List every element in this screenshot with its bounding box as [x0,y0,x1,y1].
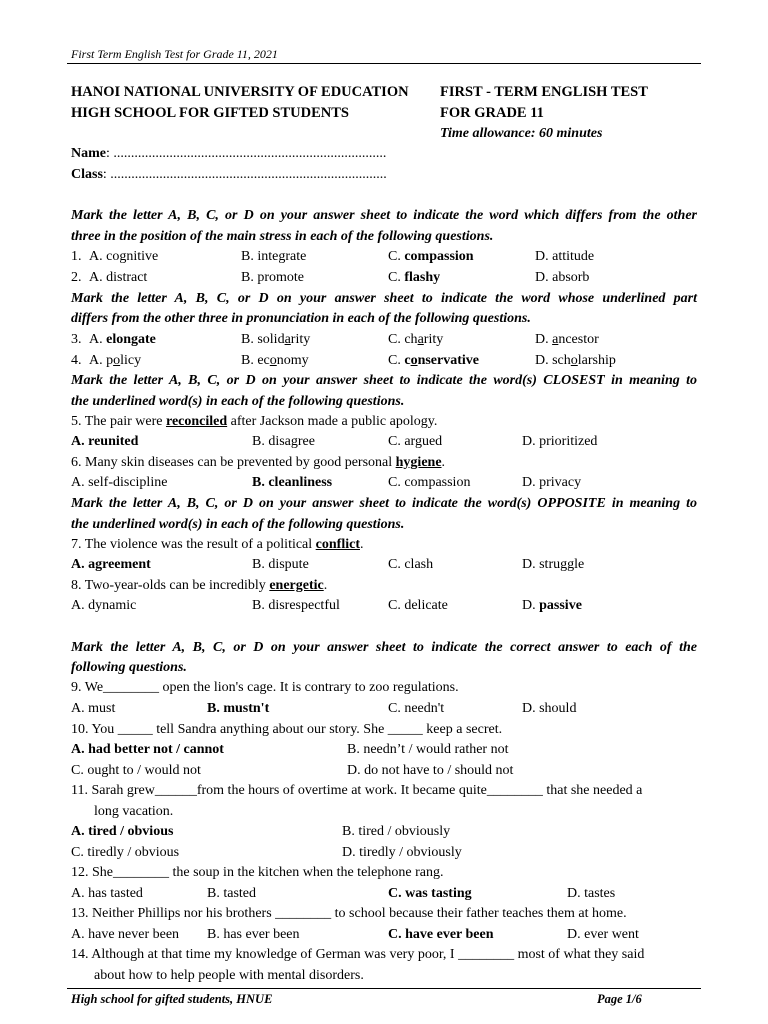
q1-option-c-text: compassion [404,249,474,264]
q10-option-c[interactable]: C. ought to / would not [71,763,201,778]
q1-option-c[interactable] [388,249,474,265]
pron-instruction-line1: Mark the letter A, B, C, or D on your answer sheet to indicate the word whose underlined part [71,291,697,306]
q7-option-d[interactable]: D. struggle [522,557,585,572]
q12-option-b[interactable]: B. tasted [207,886,256,901]
stress-instruction-line1: Mark the letter A, B, C, or D on your answer sheet to indicate the word which differs from the other [71,208,697,223]
q3-option-d[interactable] [535,332,599,348]
q3-c-part1: C. ch [388,332,418,347]
question-14-stem-line1: 14. Although at that time my knowledge of German was very poor, I ________ most of what they said [71,947,645,962]
footer-school: High school for gifted students, HNUE [71,992,273,1006]
test-title-line2: FOR GRADE 11 [440,105,544,121]
q4-a-part1: A. p [89,353,114,368]
page-number: Page 1/6 [597,992,642,1006]
opposite-instruction-line1: Mark the letter A, B, C, or D on your answer sheet to indicate the word(s) OPPOSITE in meaning to [71,496,697,511]
q11-option-b[interactable]: B. tired / obviously [342,824,451,839]
header-rule [67,63,701,64]
q2-option-c-text: flashy [404,270,441,285]
q4-a-part3: licy [120,353,142,368]
q11-option-a[interactable]: A. tired / obvious [71,824,174,839]
q5-option-a[interactable]: A. reunited [71,434,139,449]
name-label: Name [71,146,106,161]
q4-d-part1: D. sch [535,353,571,368]
q3-option-b[interactable] [241,332,310,348]
q9-option-c[interactable]: C. needn't [388,701,445,716]
q4-b-underlined: o [269,353,277,368]
footer-rule [67,988,701,989]
q7-option-c[interactable]: C. clash [388,557,434,572]
question-6-stem [71,455,445,471]
q2-option-b[interactable]: B. promote [241,270,304,285]
q6-post: . [441,455,446,470]
q10-option-a[interactable]: A. had better not / cannot [71,742,224,757]
question-12-stem: 12. She________ the soup in the kitchen when the telephone rang. [71,865,444,880]
running-header: First Term English Test for Grade 11, 2021 [71,47,278,61]
q5-option-c[interactable]: C. argued [388,434,443,449]
q7-keyword: conflict [315,537,360,552]
q5-option-d[interactable]: D. prioritized [522,434,598,449]
question-5-stem [71,414,437,430]
q12-option-a[interactable]: A. has tasted [71,886,143,901]
question-14-stem-line2: about how to help people with mental disorders. [94,968,364,983]
q8-option-d-text: passive [539,598,582,613]
q9-option-b[interactable]: B. mustn't [207,701,270,716]
name-field[interactable] [71,146,386,162]
q3-number: 3. [71,332,82,347]
q1-number: 1. [71,249,82,264]
school-name-line2: HIGH SCHOOL FOR GIFTED STUDENTS [71,105,349,121]
q4-b-part1: B. ec [241,353,270,368]
q2-option-d[interactable]: D. absorb [535,270,590,285]
q5-option-b[interactable]: B. disagree [252,434,315,449]
question-9-stem: 9. We________ open the lion's cage. It is contrary to zoo regulations. [71,680,459,695]
q4-d-part3: larship [577,353,616,368]
q6-option-a[interactable]: A. self-discipline [71,475,168,490]
q4-d-underlined: o [570,353,578,368]
q7-post: . [360,537,364,552]
question-10-stem: 10. You _____ tell Sandra anything about our story. She _____ keep a secret. [71,722,503,737]
question-7-stem [71,537,364,553]
class-dots: : ............................................................................... [102,167,387,182]
q6-option-c[interactable]: C. compassion [388,475,471,490]
q1-option-a[interactable]: A. cognitive [89,249,159,264]
q7-pre: 7. The violence was the result of a political [71,537,316,552]
q10-option-d[interactable]: D. do not have to / should not [347,763,514,778]
q4-number: 4. [71,353,82,368]
q13-option-b[interactable]: B. has ever been [207,927,300,942]
time-allowance: Time allowance: 60 minutes [440,126,603,141]
q3-a-underlined: g [131,332,139,347]
q7-option-a[interactable]: A. agreement [71,557,151,572]
q3-option-a-letter: A. [89,332,107,347]
q8-post: . [323,578,328,593]
q5-keyword: reconciled [165,414,228,429]
q8-option-b[interactable]: B. disrespectful [252,598,340,613]
stress-instruction-line2: three in the position of the main stress in each of the following questions. [71,229,494,244]
q3-option-c[interactable] [388,332,443,348]
q3-d-part1: D. [535,332,553,347]
q13-option-d[interactable]: D. ever went [567,927,639,942]
q7-option-b[interactable]: B. dispute [252,557,309,572]
q3-a-part3: ate [138,332,156,347]
q12-option-d[interactable]: D. tastes [567,886,616,901]
q6-option-d[interactable]: D. privacy [522,475,582,490]
q4-c-underlined: o [410,353,418,368]
q1-option-d[interactable]: D. attitude [535,249,595,264]
q13-option-a[interactable]: A. have never been [71,927,180,942]
q10-option-b[interactable]: B. needn’t / would rather not [347,742,509,757]
q3-c-underlined: a [417,332,424,347]
q2-number: 2. [71,270,82,285]
q4-option-d[interactable] [535,353,616,369]
q4-option-c-letter: C. [388,353,405,368]
q3-b-part3: rity [290,332,311,347]
q4-c-part3: nservative [417,353,479,368]
grammar-instruction-line1: Mark the letter A, B, C, or D on your answer sheet to indicate the correct answer to each of the [71,640,697,655]
q12-option-c[interactable]: C. was tasting [388,886,472,901]
q8-pre: 8. Two-year-olds can be incredibly [71,578,270,593]
class-field[interactable] [71,167,387,183]
opposite-instruction-line2: the underlined word(s) in each of the following questions. [71,517,405,532]
q9-option-a[interactable]: A. must [71,701,116,716]
q8-keyword: energetic [269,578,324,593]
grammar-instruction-line2: following questions. [71,660,187,675]
q2-option-a[interactable]: A. distract [89,270,148,285]
q4-option-c[interactable] [388,353,479,369]
q1-option-c-letter: C. [388,249,405,264]
q8-option-a[interactable]: A. dynamic [71,598,137,613]
q4-option-a[interactable] [89,353,141,369]
q11-option-d[interactable]: D. tiredly / obviously [342,845,462,860]
closest-instruction-line1: Mark the letter A, B, C, or D on your answer sheet to indicate the word(s) CLOSEST in meaning to [71,373,697,388]
q5-pre: 5. The pair were [71,414,166,429]
q3-b-part1: B. solid [241,332,285,347]
q3-option-a[interactable] [89,332,156,348]
name-dots: : .............................................................................. [106,146,387,161]
question-11-stem-line1: 11. Sarah grew______from the hours of overtime at work. It became quite________ that she needed a [71,783,643,798]
q13-option-c[interactable]: C. have ever been [388,927,494,942]
question-11-stem-line2: long vacation. [94,804,174,819]
q1-option-b[interactable]: B. integrate [241,249,307,264]
q9-option-d[interactable]: D. should [522,701,577,716]
q6-pre: 6. Many skin diseases can be prevented by good personal [71,455,396,470]
q3-a-part1: elon [106,332,132,347]
test-title-line1: FIRST - TERM ENGLISH TEST [440,84,648,100]
q4-option-b[interactable] [241,353,309,369]
question-13-stem: 13. Neither Phillips nor his brothers ________ to school because their father teaches them at home. [71,906,627,921]
q3-c-part3: rity [423,332,444,347]
school-name-line1: HANOI NATIONAL UNIVERSITY OF EDUCATION [71,84,409,100]
q6-keyword: hygiene [395,455,442,470]
q4-a-underlined: o [113,353,121,368]
q6-option-b[interactable]: B. cleanliness [252,475,333,490]
closest-instruction-line2: the underlined word(s) in each of the following questions. [71,394,405,409]
q11-option-c[interactable]: C. tiredly / obvious [71,845,180,860]
q3-d-part3: ncestor [558,332,599,347]
q3-d-underlined: a [552,332,559,347]
class-label: Class [71,167,103,182]
q8-option-d[interactable] [522,598,582,614]
q5-post: after Jackson made a public apology. [227,414,438,429]
q4-c-part1: c [404,353,411,368]
q8-option-d-letter: D. [522,598,540,613]
q3-b-underlined: a [284,332,291,347]
question-8-stem [71,578,327,594]
pron-instruction-line2: differs from the other three in pronunciation in each of the following questions. [71,311,531,326]
q2-option-c-letter: C. [388,270,405,285]
q2-option-c[interactable] [388,270,440,286]
q4-b-part3: nomy [276,353,309,368]
q8-option-c[interactable]: C. delicate [388,598,448,613]
